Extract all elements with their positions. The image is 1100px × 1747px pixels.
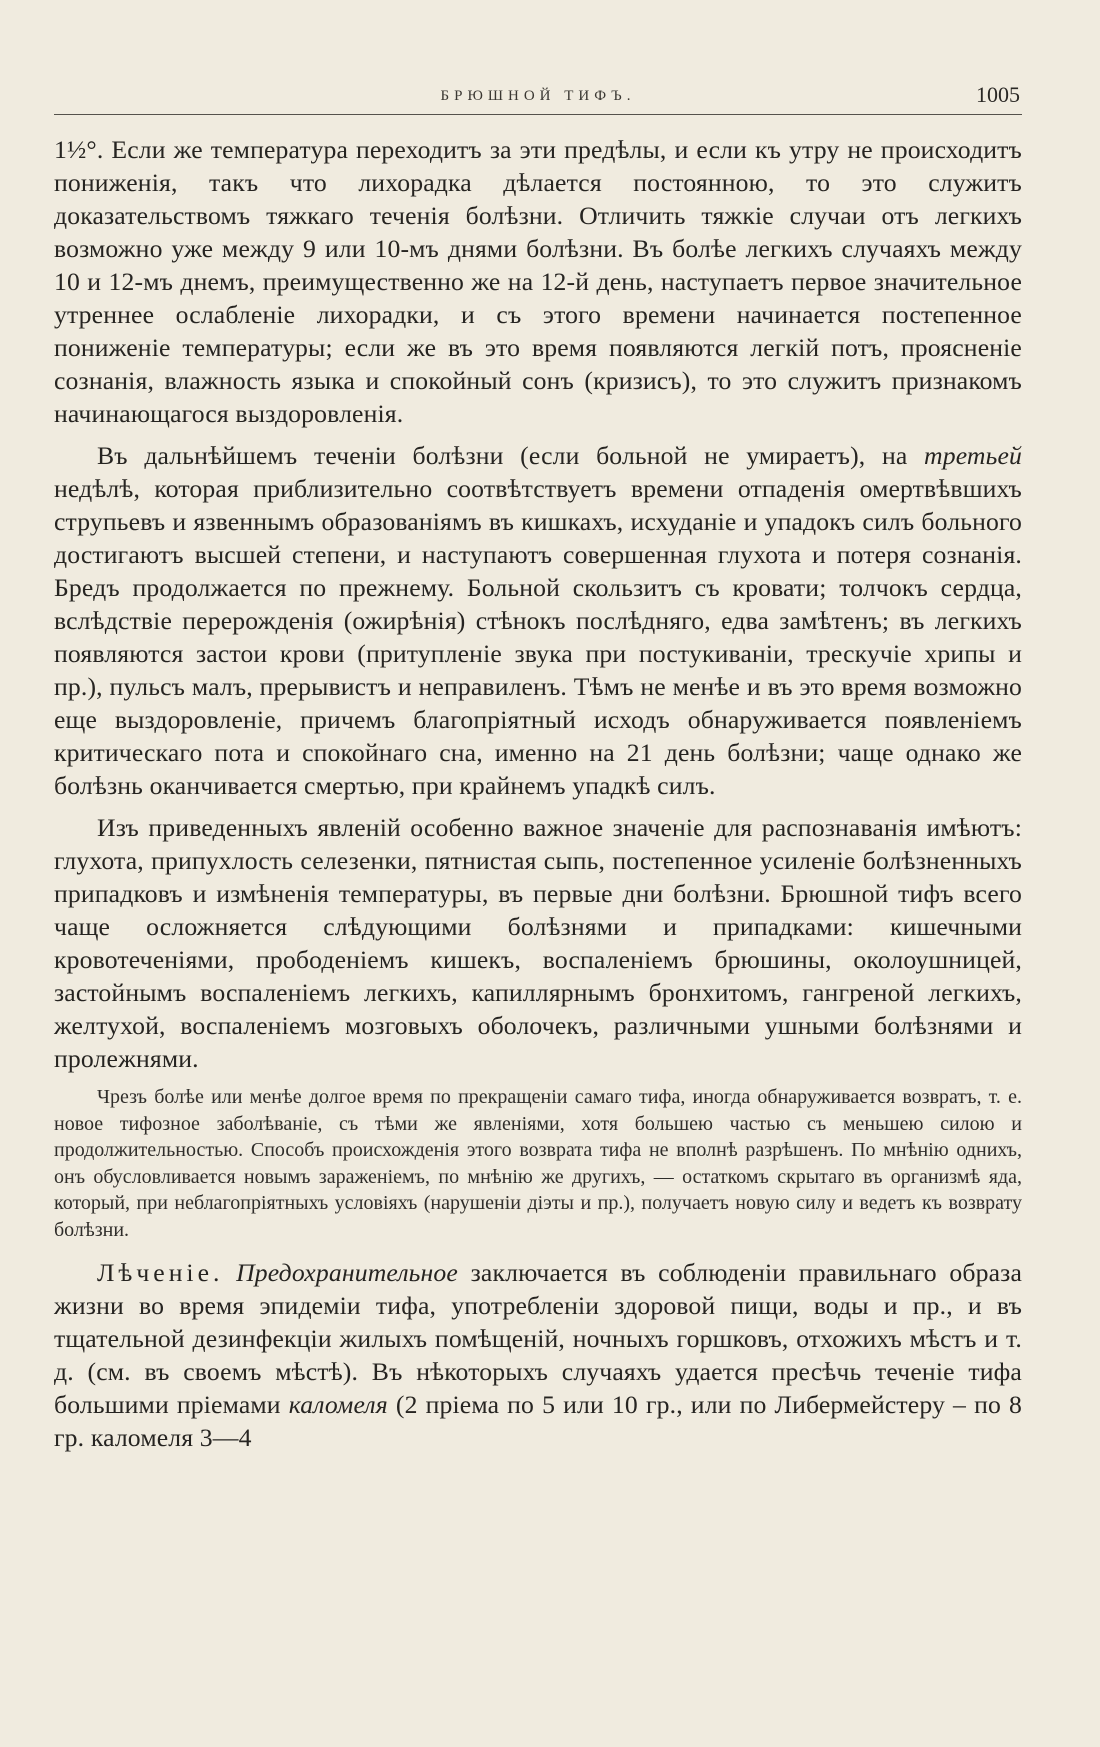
emphasis-preventive: Предохранительное [236, 1258, 458, 1287]
paragraph-treatment [54, 1256, 1022, 1454]
page-header [54, 70, 1022, 110]
emphasis-calomel: каломеля [288, 1390, 388, 1419]
header-rule [54, 114, 1022, 115]
paragraph-fever-course: 1½°. Если же температура переходитъ за эти предѣлы, и если къ утру не происходитъ пониженія, такъ что лихорадка дѣлается постоянною, то это служитъ доказательствомъ тяжкаго теченія болѣзни. Отличить тяжкіе случаи отъ легкихъ возможно уже между 9 или 10-мъ днями болѣзни. Въ болѣе легкихъ случаяхъ между 10 и 12-мъ днемъ, преимущественно же на 12-й день, наступаетъ первое значительное утреннее ослабленіе лихорадки, и съ этого времени начинается постепенное пониженіе температуры; если же въ это время появляются легкій потъ, проясненіе сознанія, влажность языка и спокойный сонъ (кризисъ), то это служитъ признакомъ начинающагося выздоровленія. [54, 135, 1022, 428]
treatment-heading: Лѣченіе. [97, 1258, 224, 1287]
paragraph-third-week [54, 439, 1022, 802]
page-body [54, 133, 1022, 1463]
paragraph-diagnosis: Изъ приведенныхъ явленій особенно важное значеніе для распознаванія имѣютъ: глухота, припухлость селезенки, пятнистая сыпь, постепенное усиленіе болѣзненныхъ припадковъ и измѣненія температуры, въ первые дни болѣзни. Брюшной тифъ всего чаще осложняется слѣдующими болѣзнями и припадками: кишечными кровотеченіями, прободеніемъ кишекъ, воспаленіемъ брюшины, околоушницей, застойнымъ воспаленіемъ легкихъ, капиллярнымъ бронхитомъ, гангреной легкихъ, желтухой, воспаленіемъ мозговыхъ оболочекъ, различными ушными болѣзнями и пролежнями. [54, 813, 1022, 1073]
paragraph-third-week-rest: недѣлѣ, которая приблизительно соотвѣтствуетъ времени отпаденія омертвѣвшихъ струпьевъ и язвеннымъ образованіямъ въ кишкахъ, исхуданіе и упадокъ силъ больного достигаютъ высшей степени, и наступаютъ совершенная глухота и потеря сознанія. Бредъ продолжается по прежнему. Больной скользитъ съ кровати; толчокъ сердца, вслѣдствіе перерожденія (ожирѣнія) стѣнокъ послѣдняго, едва замѣтенъ; въ легкихъ появляются застои крови (притупленіе звука при постукиваніи, трескучіе хрипы и пр.), пульсъ малъ, прерывистъ и неправиленъ. Тѣмъ не менѣе и въ это время возможно еще выздоровленіе, причемъ благопріятный исходъ обнаруживается появленіемъ критическаго пота и спокойнаго сна, именно на 21 день болѣзни; чаще однако же болѣзнь оканчивается смертью, при крайнемъ упадкѣ силъ. [54, 474, 1022, 800]
emphasis-third: третьей [924, 441, 1022, 470]
treatment-text-end: (2 пріема по 5 или 10 гр., или по Либермейстеру – по 8 гр. каломеля 3—4 [54, 1390, 1022, 1452]
paragraph-third-week-start: Въ дальнѣйшемъ теченіи болѣзни (если больной не умираетъ), на [97, 441, 924, 470]
note-relapse: Чрезъ болѣе или менѣе долгое время по прекращеніи самаго тифа, иногда обнаруживается возвратъ, т. е. новое тифозное заболѣваніе, съ тѣми же явленіями, хотя большею частью съ меньшею силою и продолжительностью. Способъ происхожденія этого возврата тифа не вполнѣ разрѣшенъ. По мнѣнію однихъ, онъ обусловливается новымъ зараженіемъ, по мнѣнію же другихъ, — остаткомъ скрытаго въ организмѣ яда, который, при неблагопріятныхъ условіяхъ (нарушеніи діэты и пр.), получаетъ новую силу и ведетъ къ возврату болѣзни. [54, 1086, 1022, 1241]
treatment-text: заключается въ соблюденіи правильнаго образа жизни во время эпидеміи тифа, употребленіи здоровой пищи, воды и пр., и въ тщательной дезинфекціи жилыхъ помѣщеній, ночныхъ горшковъ, отхожихъ мѣстъ и т. д. (см. въ своемъ мѣстѣ). Въ нѣкоторыхъ случаяхъ удается пресѣчь теченіе тифа большими пріемами [54, 1258, 1022, 1419]
page-number: 1005 [976, 82, 1020, 107]
running-head: БРЮШНОЙ ТИФЪ. [440, 88, 636, 104]
